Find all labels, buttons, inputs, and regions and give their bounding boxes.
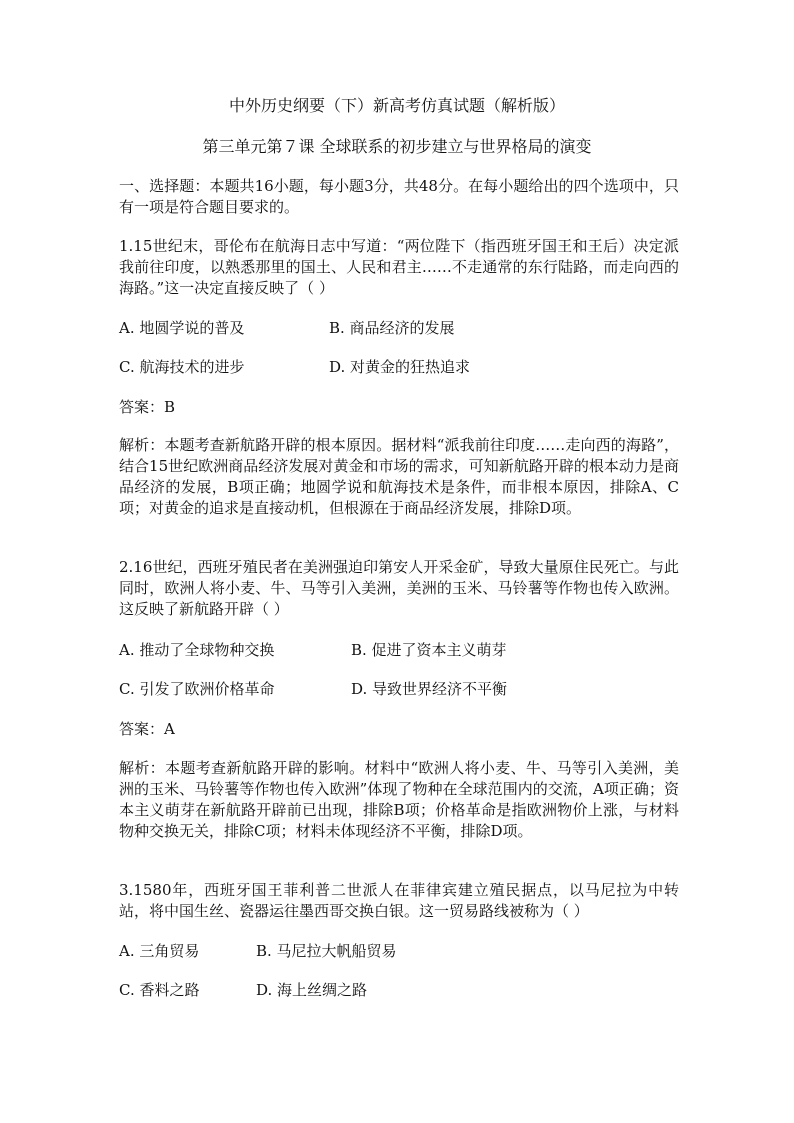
question-3-option-d: D. 海上丝绸之路: [256, 981, 368, 999]
question-2-answer: 答案：A: [119, 720, 175, 738]
question-1-answer: 答案：B: [119, 398, 176, 416]
question-2-option-b: B. 促进了资本主义萌芽: [351, 641, 507, 659]
question-1-option-b: B. 商品经济的发展: [329, 319, 455, 337]
section-intro: 一、选择题：本题共16小题，每小题3分，共48分。在每小题给出的四个选项中，只有一项是符合题目要求的。: [119, 177, 679, 216]
document-title: 中外历史纲要（下）新高考仿真试题（解析版）: [228, 96, 565, 115]
question-3-option-a: A. 三角贸易: [119, 942, 200, 960]
question-2-option-c: C. 引发了欧洲价格革命: [119, 680, 275, 698]
question-1-analysis: 解析：本题考查新航路开辟的根本原因。据材料“派我前往印度……走向西的海路”，结合15世纪欧洲商品经济发展对黄金和市场的需求，可知新航路开辟的根本动力是商品经济的发展，B项正确；地圆学说和航海技术是条件，而非根本原因，排除A、C项；对黄金的追求是直接动机，但根源在于商品经济发展，排除D项。: [119, 436, 679, 517]
question-1-option-a: A. 地圆学说的普及: [119, 319, 245, 337]
question-3-stem: 3.1580年，西班牙国王菲利普二世派人在菲律宾建立殖民据点，以马尼拉为中转站，将中国生丝、瓷器运往墨西哥交换白银。这一贸易路线被称为（ ）: [119, 881, 679, 920]
question-2-stem: 2.16世纪，西班牙殖民者在美洲强迫印第安人开采金矿，导致大量原住民死亡。与此同时，欧洲人将小麦、牛、马等引入美洲，美洲的玉米、马铃薯等作物也传入欧洲。这反映了新航路开辟（ ）: [119, 558, 679, 618]
question-2-option-d: D. 导致世界经济不平衡: [351, 680, 508, 698]
lesson-subtitle: 第三单元第７课 全球联系的初步建立与世界格局的演变: [202, 137, 592, 156]
question-2-option-a: A. 推动了全球物种交换: [119, 641, 275, 659]
question-3-option-c: C. 香料之路: [119, 981, 200, 999]
question-1-option-d: D. 对黄金的狂热追求: [329, 358, 471, 376]
question-1-option-c: C. 航海技术的进步: [119, 358, 245, 376]
question-2-analysis: 解析：本题考查新航路开辟的影响。材料中“欧洲人将小麦、牛、马等引入美洲，美洲的玉米、马铃薯等作物也传入欧洲”体现了物种在全球范围内的交流，A项正确；资本主义萌芽在新航路开辟前已出现，排除B项；价格革命是指欧洲物价上涨，与材料物种交换无关，排除C项；材料未体现经济不平衡，排除D项。: [119, 759, 679, 840]
question-3-option-b: B. 马尼拉大帆船贸易: [256, 942, 397, 960]
question-1-stem: 1.15世纪末，哥伦布在航海日志中写道：“两位陛下（指西班牙国王和王后）决定派我前往印度，以熟悉那里的国土、人民和君主……不走通常的东行陆路，而走向西的海路。”这一决定直接反映了（ ）: [119, 237, 679, 297]
